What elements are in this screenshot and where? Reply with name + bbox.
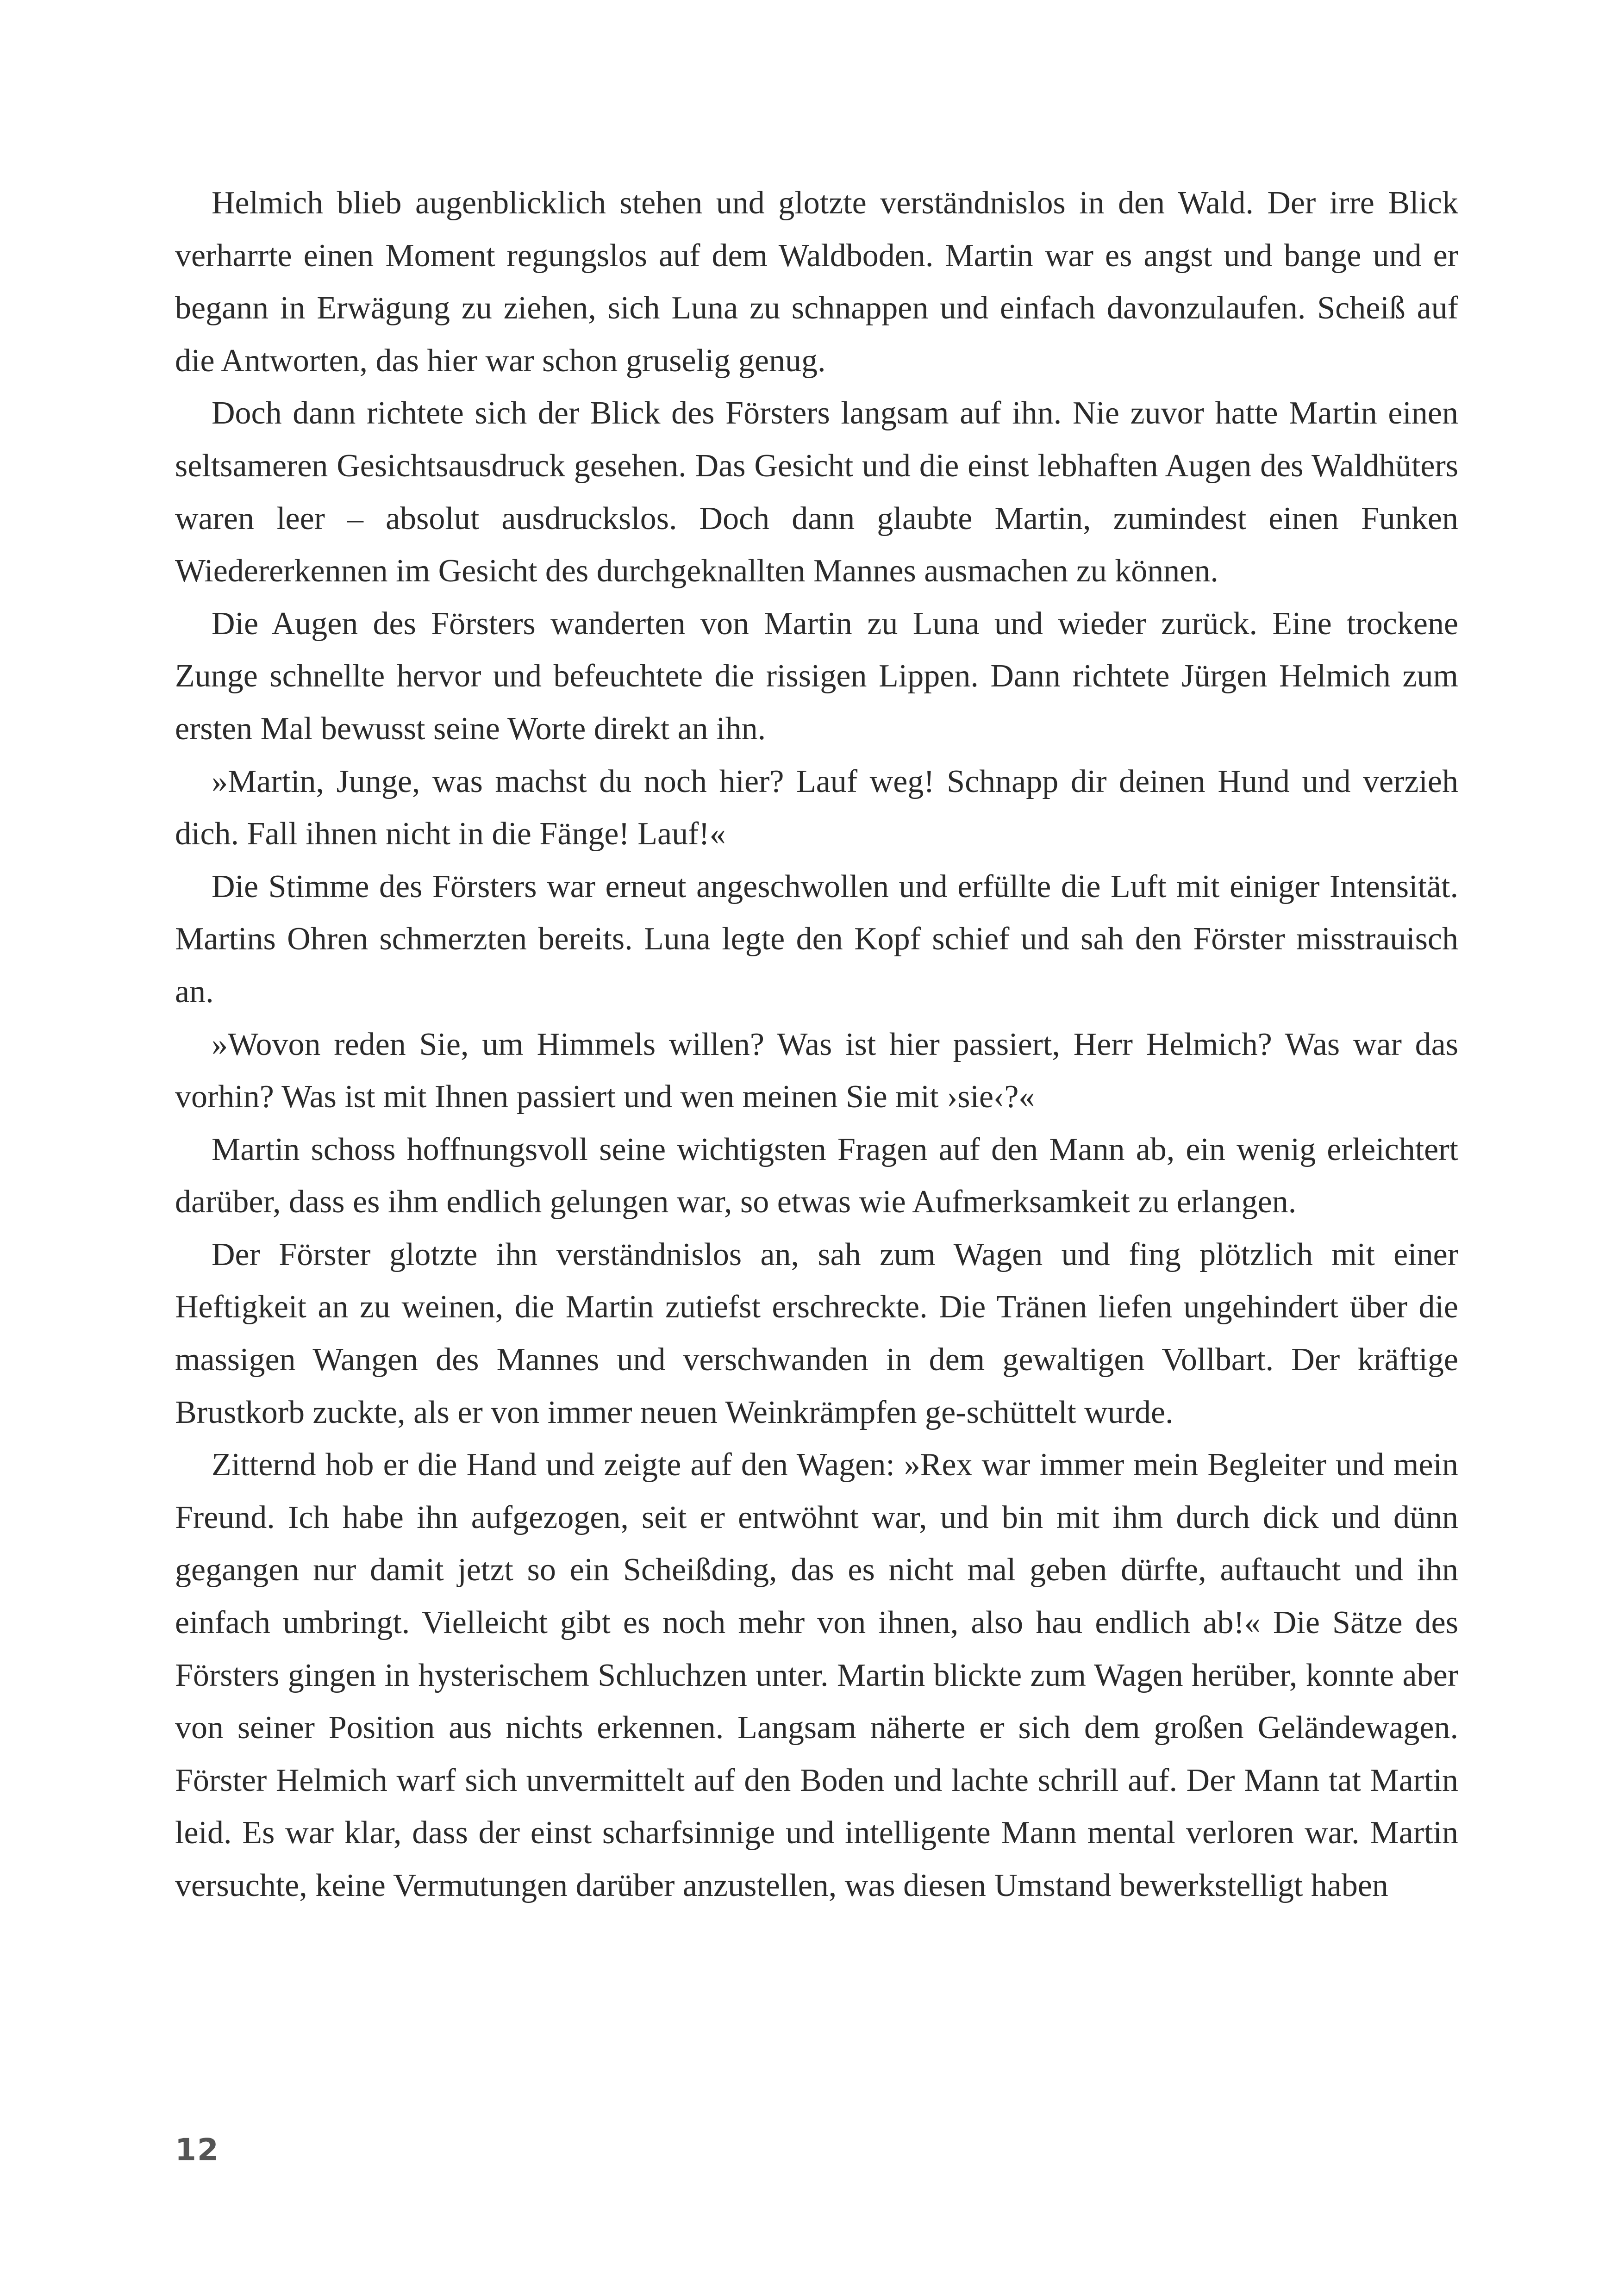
paragraph-1: Helmich blieb augenblicklich stehen und glotzte verständnislos in den Wald. Der irre Blick verharrte einen Moment regungslos auf dem Waldboden. Martin war es angst und bange und er begann in Erwägung zu ziehen, sich Luna zu schnappen und einfach davonzulaufen. Scheiß auf die Antworten, das hier war schon gruselig genug. xyxy=(175,185,1458,379)
paragraph-9: Zitternd hob er die Hand und zeigte auf den Wagen: »Rex war immer mein Begleiter und mein Freund. Ich habe ihn aufgezogen, seit er entwöhnt war, und bin mit ihm durch dick und dünn gegangen nur damit jetzt so ein Scheißding, das es nicht mal geben dürfte, auftaucht und ihn einfach umbringt. Vielleicht gibt es noch mehr von ihnen, also hau endlich ab!« Die Sätze des Försters gingen in hysterischem Schluchzen unter. Martin blickte zum Wagen herüber, konnte aber von seiner Position aus nichts erkennen. Langsam näherte er sich dem großen Geländewagen. Förster Helmich warf sich unvermittelt auf den Boden und lachte schrill auf. Der Mann tat Martin leid. Es war klar, dass der einst scharfsinnige und intelligente Mann mental verloren war. Martin versuchte, keine Vermutungen darüber anzustellen, was diesen Umstand bewerkstelligt haben xyxy=(175,1447,1458,1903)
paragraph-4: »Martin, Junge, was machst du noch hier? Lauf weg! Schnapp dir deinen Hund und verzieh dich. Fall ihnen nicht in die Fänge! Lauf!« xyxy=(175,763,1458,852)
paragraph-8: Der Förster glotzte ihn verständnislos an, sah zum Wagen und fing plötzlich mit einer Heftigkeit an zu weinen, die Martin zutiefst erschreckte. Die Tränen liefen ungehindert über die massigen Wangen des Mannes und verschwanden in dem gewaltigen Vollbart. Der kräftige Brustkorb zuckte, als er von immer neuen Weinkrämpfen ge-schüttelt wurde. xyxy=(175,1236,1458,1430)
paragraph-2: Doch dann richtete sich der Blick des Försters langsam auf ihn. Nie zuvor hatte Martin einen seltsameren Gesichtsausdruck gesehen. Das Gesicht und die einst lebhaften Augen des Waldhüters waren leer – absolut ausdruckslos. Doch dann glaubte Martin, zumindest einen Funken Wiedererkennen im Gesicht des durchgeknallten Mannes ausmachen zu können. xyxy=(175,395,1458,589)
paragraph-7: Martin schoss hoffnungsvoll seine wichtigsten Fragen auf den Mann ab, ein wenig erleichtert darüber, dass es ihm endlich gelungen war, so etwas wie Aufmerksamkeit zu erlangen. xyxy=(175,1131,1458,1220)
paragraph-6: »Wovon reden Sie, um Himmels willen? Was ist hier passiert, Herr Helmich? Was war das vorhin? Was ist mit Ihnen passiert und wen meinen Sie mit ›sie‹?« xyxy=(175,1026,1458,1115)
paragraph-3: Die Augen des Försters wanderten von Martin zu Luna und wieder zurück. Eine trockene Zunge schnellte hervor und befeuchtete die rissigen Lippen. Dann richtete Jürgen Helmich zum ersten Mal bewusst seine Worte direkt an ihn. xyxy=(175,605,1458,747)
paragraph-5: Die Stimme des Försters war erneut angeschwollen und erfüllte die Luft mit einiger Intensität. Martins Ohren schmerzten bereits. Luna legte den Kopf schief und sah den Förster misstrauisch an. xyxy=(175,868,1458,1010)
page-number: 12 xyxy=(175,2132,219,2168)
body-text xyxy=(175,177,1458,1912)
